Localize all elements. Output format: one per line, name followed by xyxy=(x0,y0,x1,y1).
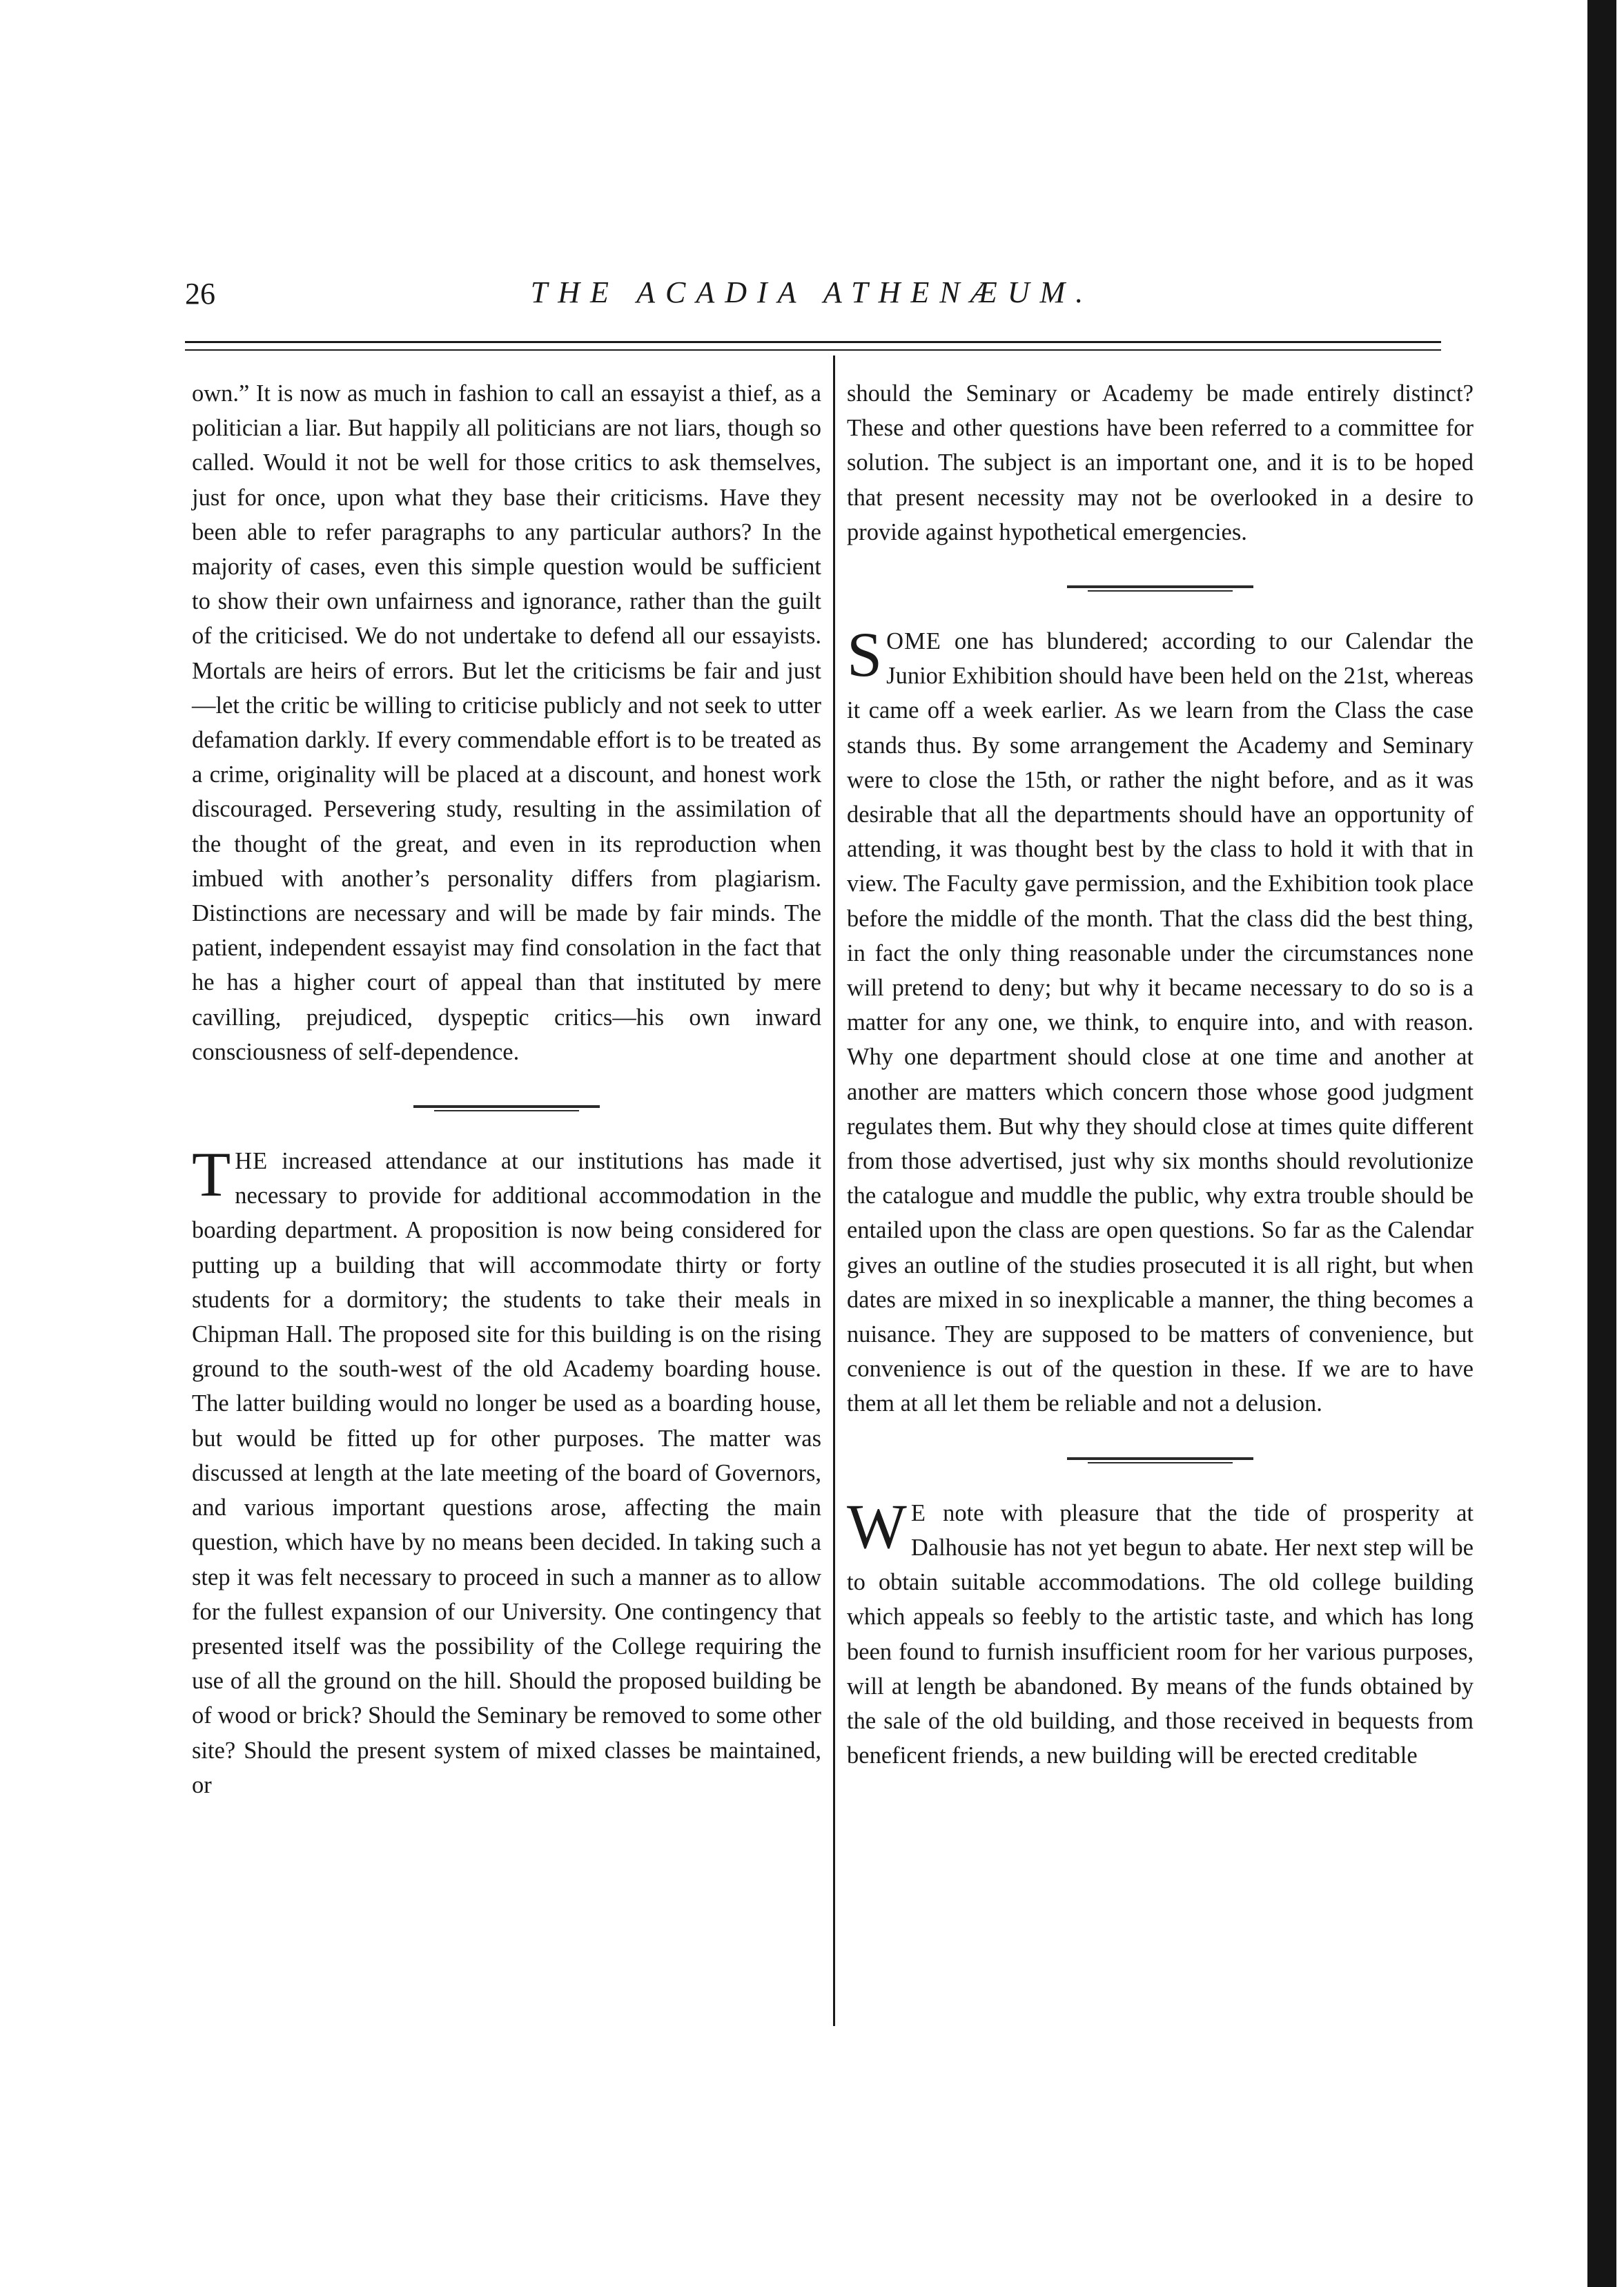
small-caps-lead: OME xyxy=(886,628,941,655)
drop-cap: T xyxy=(192,1139,231,1210)
paragraph-text: one has blundered; according to our Calendar the Junior Exhibition should have been held on the 21st, whereas it came off a week earlier. As we learn from the Class the case stands thus. By some arrangement the Academy and Seminary were to close the 15th, or rather the night before, and as it was desirable that all the departments should have an opportunity of attending, it was thought best by the class to hold it with that in view. The Faculty gave permission, and the Exhibition took place before the middle of the month. That the class did the best thing, in fact the only thing reasonable under the circumstances none will pretend to deny; but why it became necessary to do so is a matter for any one, we think, to enquire into, and with reason. Why one department should close at one time and another at another are matters which concern those whose good judgment regulates them. But why they should close at times quite different from those advertised, just why six months should revolutionize the catalogue and muddle the public, why extra trouble should be entailed upon the class are open questions. So far as the Calendar gives an outline of the studies prosecuted it is all right, but when dates are mixed in so inexplicable a manner, the thing becomes a nuisance. They are supposed to be matters of convenience, but convenience is out of the question in these. If we are to have them at all let them be reliable and not a delusion. xyxy=(847,628,1474,1417)
section-divider-ornament xyxy=(192,1069,821,1144)
section-divider-ornament xyxy=(847,1421,1474,1496)
small-caps-lead: E xyxy=(910,1499,926,1526)
left-column xyxy=(192,376,821,1802)
article-paragraph: should the Seminary or Academy be made entirely distinct? These and other questions have been referred to a committee for solution. The subject is an important one, and it is to be hoped that present necessity may not be overlooked in a desire to provide against hypothetical emergencies. xyxy=(847,380,1474,545)
article-paragraph xyxy=(192,1139,821,1802)
header-rule-thin xyxy=(185,349,1441,351)
scan-edge-shadow xyxy=(1587,0,1616,2287)
paragraph-text: increased attendance at our institutions has made it necessary to provide for additional accommodation in the boarding department. A proposition is now being considered for putting up a building that will accommodate thirty or forty students for a dormitory; the students to take their meals in Chipman Hall. The proposed site for this building is on the rising ground to the south-west of the old Academy boarding house. The latter building would no longer be used as a boarding house, but would be fitted up for other purposes. The matter was discussed at length at the late meeting of the board of Governors, and various important questions arose, affecting the main question, which have by no means been decided. In taking such a step it was felt necessary to proceed in such a manner as to allow for the fullest expansion of our University. One contingency that presented itself was the possibility of the College requiring the use of all the ground on the hill. Should the proposed building be of wood or brick? Should the Seminary be removed to some other site? Should the present system of mixed classes be maintained, or xyxy=(192,1148,821,1798)
paragraph-text: note with pleasure that the tide of prosperity at Dalhousie has not yet begun to abate. Her next step will be to obtain suitable accommodations. The old college building which appeals so feebly to the artistic taste, and which has long been found to furnish insufficient room for her various purposes, will at length be abandoned. By means of the funds obtained by the sale of the old building, and those received in bequests from beneficent friends, a new building will be erected creditable xyxy=(847,1499,1474,1769)
right-column xyxy=(847,376,1474,1773)
header-rule-thick xyxy=(185,341,1441,343)
article-paragraph: own.” It is now as much in fashion to call an essayist a thief, as a politician a liar. But happily all politicians are not liars, though so called. Would it not be well for those critics to ask themselves, just for once, upon what they base their criticisms. Have they been able to refer paragraphs to any particular authors? In the majority of cases, even this simple question would be sufficient to show their own unfairness and ignorance, rather than the guilt of the criticised. We do not undertake to defend all our essayists. Mortals are heirs of errors. But let the criticisms be fair and just—let the critic be willing to criticise publicly and not seek to utter defamation darkly. If every commendable effort is to be treated as a crime, originality will be placed at a discount, and honest work discouraged. Persevering study, resulting in the assimilation of the thought of the great, and even in its reproduction when imbued with another’s personality differs from plagiarism. Distinctions are necessary and will be made by fair minds. The patient, independent essayist may find consolation in the fact that he has a higher court of appeal than that instituted by mere cavilling, prejudiced, dyspeptic critics—his own inward consciousness of self-dependence. xyxy=(192,380,821,1065)
column-divider xyxy=(833,356,835,2026)
article-paragraph xyxy=(847,1490,1474,1773)
drop-cap: S xyxy=(847,619,883,690)
small-caps-lead: HE xyxy=(235,1148,268,1175)
running-title: THE ACADIA ATHENÆUM. xyxy=(530,275,1094,309)
section-divider-ornament xyxy=(847,549,1474,624)
drop-cap: W xyxy=(847,1490,907,1561)
article-paragraph xyxy=(847,619,1474,1421)
page-number: 26 xyxy=(185,277,215,311)
